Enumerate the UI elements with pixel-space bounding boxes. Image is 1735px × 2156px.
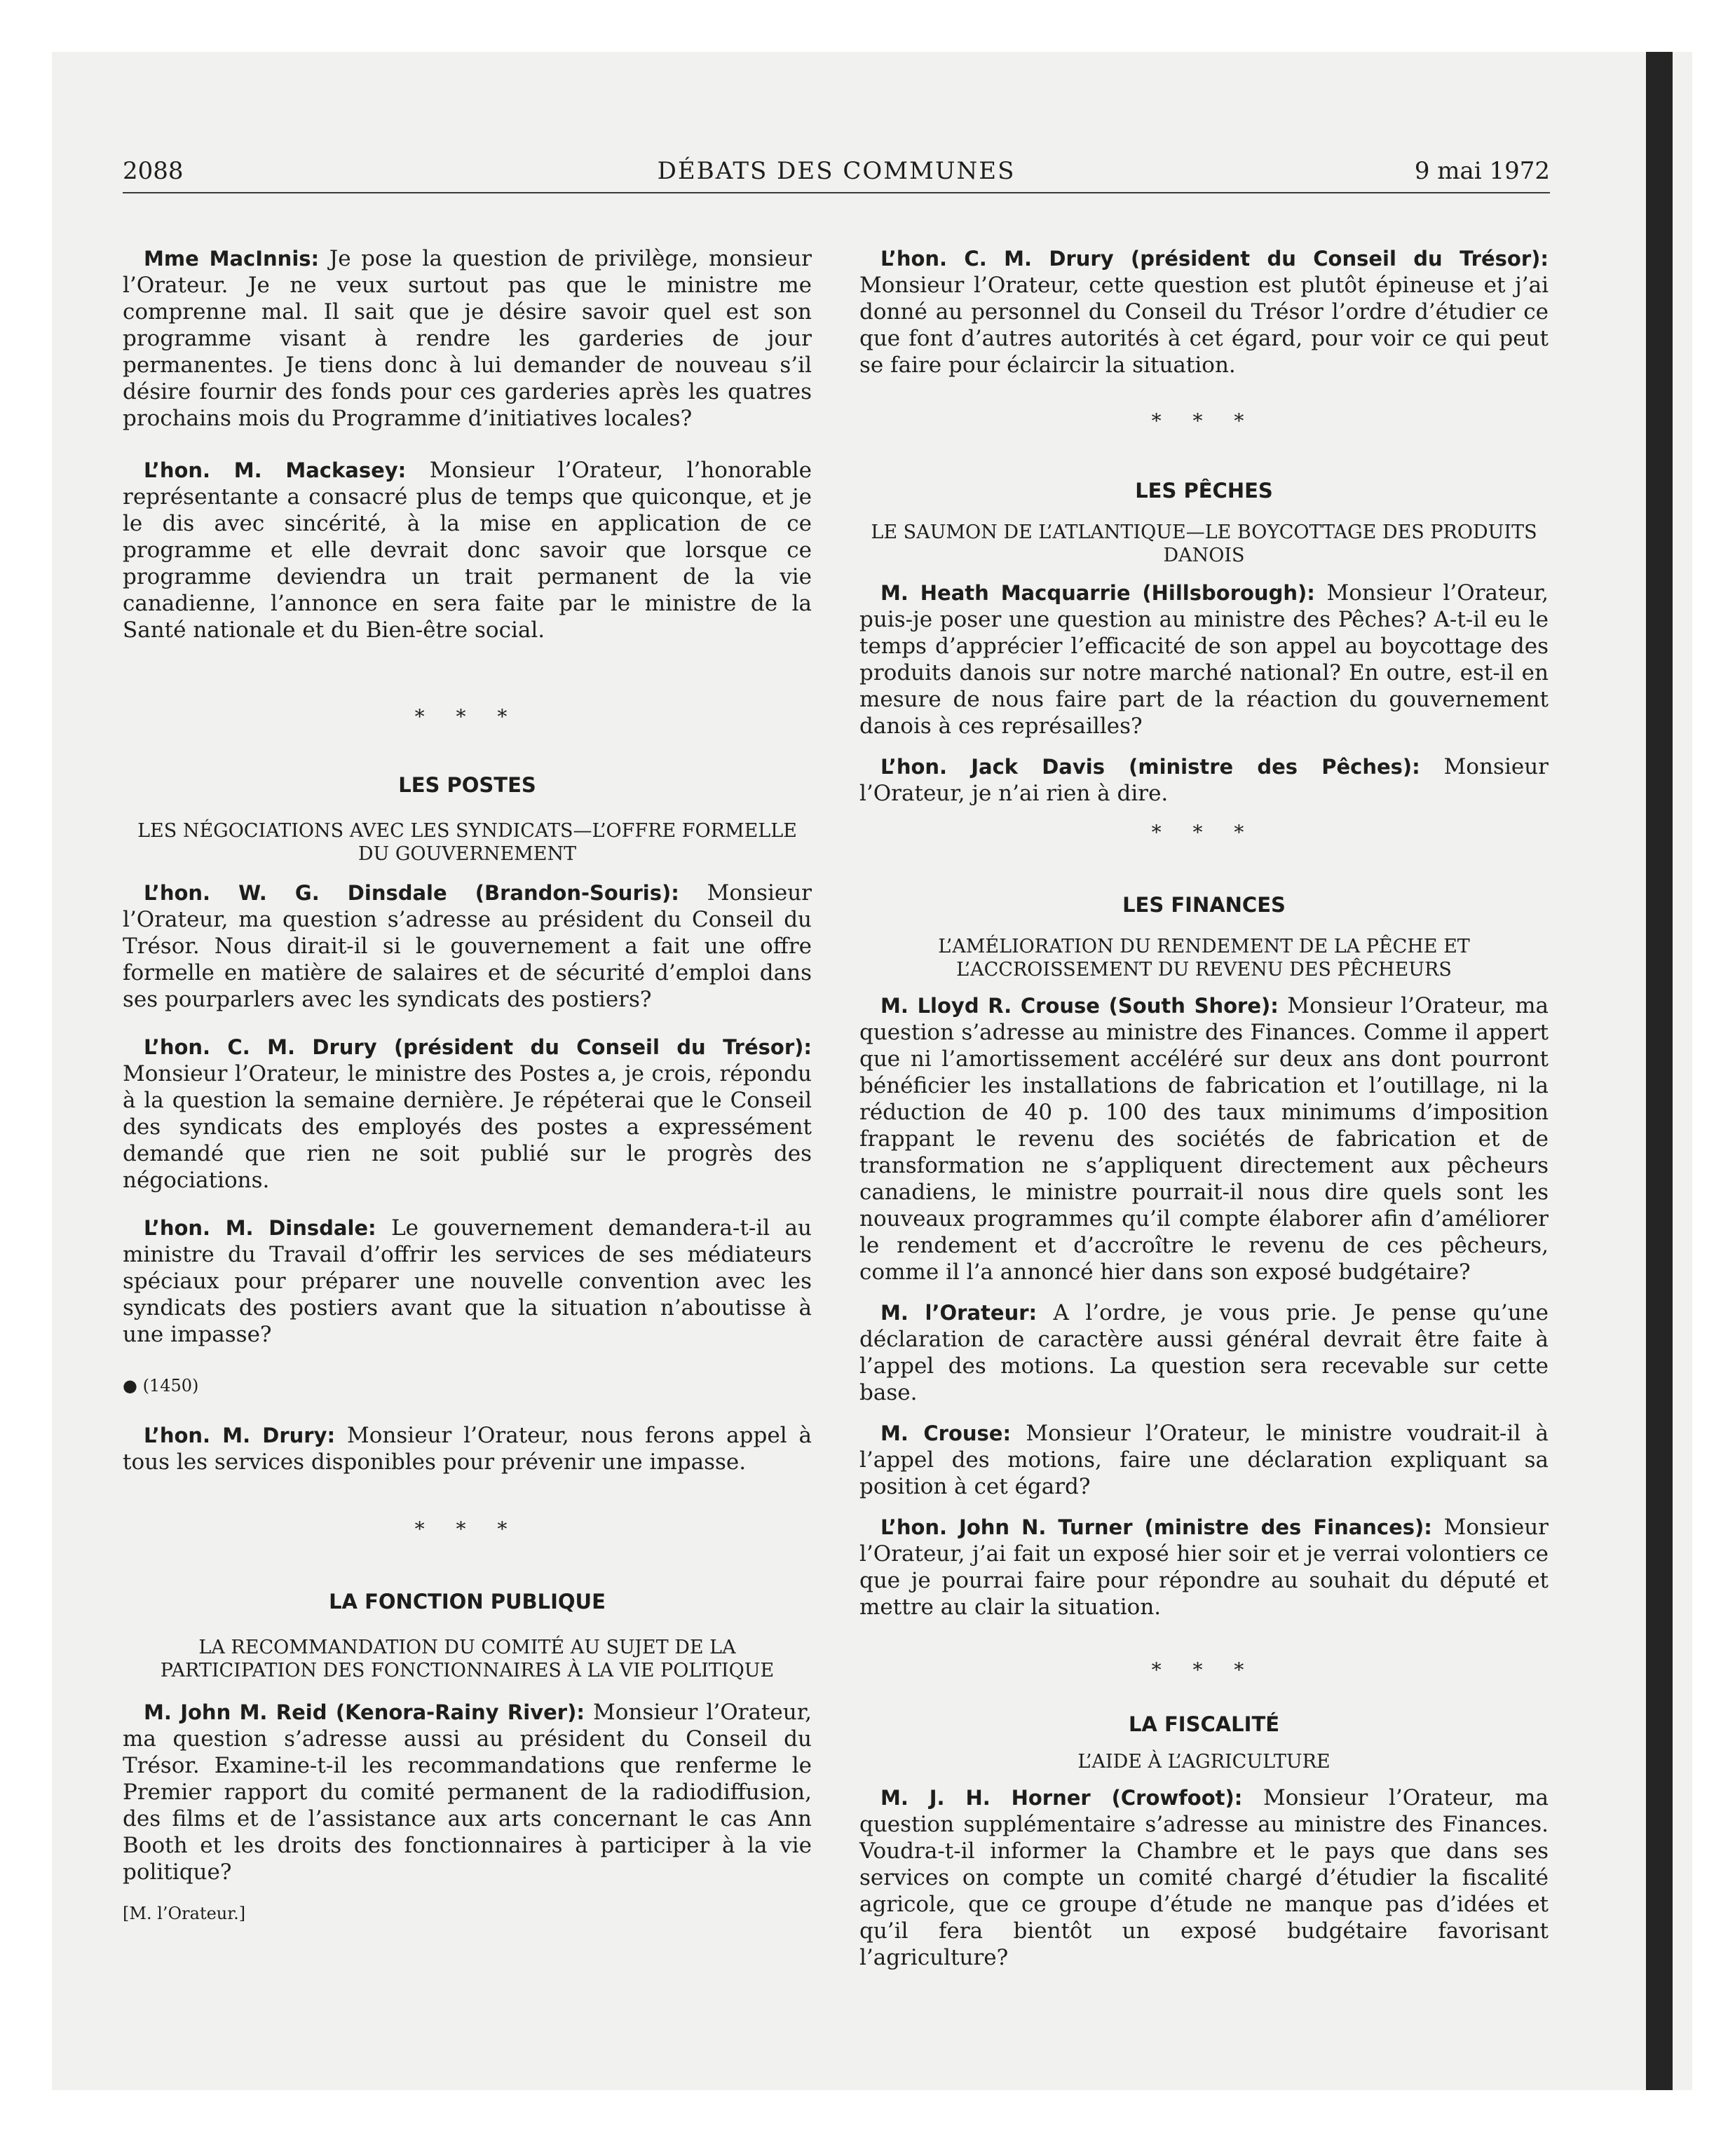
speaker-name: M. Crouse: xyxy=(880,1421,1012,1445)
speech-paragraph xyxy=(123,1215,812,1348)
speech-text: Monsieur l’Orateur, cette question est plutôt épineuse et j’ai donné au personnel du Conseil du Trésor l’ordre d’étudier ce que font d’autres autorités à cet égard, pour voir ce qui peut se faire pour éclaircir la situation. xyxy=(859,273,1549,378)
section-separator: * * * xyxy=(1151,821,1257,844)
subsection-heading: LE SAUMON DE L’ATLANTIQUE—LE BOYCOTTAGE DES PRODUITS DANOIS xyxy=(871,521,1537,566)
speaker-name: L’hon. Jack Davis (ministre des Pêches): xyxy=(880,755,1420,779)
speech-text: Le gouvernement demandera-t-il au ministre du Travail d’offrir les services de ses médiateurs spéciaux pour préparer une nouvelle convention avec les syndicats des postiers avant que la situation n’aboutisse à une impasse? xyxy=(123,1215,812,1347)
speech-paragraph xyxy=(123,1699,812,1885)
page-header xyxy=(123,157,1550,193)
speech-paragraph xyxy=(859,1299,1549,1406)
speech-text: Monsieur l’Orateur, ma question s’adresse aussi au président du Conseil du Trésor. Examine-t-il les recommandations que renferme le Premier rapport du comité permanent de la radiodiffusion, des films et de l’assistance aux arts concernant le cas Ann Booth et les droits des fonctionnaires à participer à la vie politique? xyxy=(123,1700,812,1885)
speech-paragraph xyxy=(859,245,1549,378)
subsection-heading: LES NÉGOCIATIONS AVEC LES SYNDICATS—L’OFFRE FORMELLE DU GOUVERNEMENT xyxy=(137,820,797,865)
left-column xyxy=(123,245,812,1923)
subsection-heading: L’AMÉLIORATION DU RENDEMENT DE LA PÊCHE ET L’ACCROISSEMENT DU REVENU DES PÊCHEURS xyxy=(938,936,1470,981)
section-heading: LES FINANCES xyxy=(1122,893,1286,917)
section-heading: LES PÊCHES xyxy=(1135,479,1273,503)
speaker-name: M. Heath Macquarrie (Hillsborough): xyxy=(880,581,1315,605)
speech-paragraph xyxy=(859,580,1549,739)
speech-text: Je pose la question de privilège, monsieur l’Orateur. Je ne veux surtout pas que le ministre me comprenne mal. Il sait que je désire savoir quel est son programme visant à rendre les garderies de jour permanentes. Je tiens donc à lui demander de nouveau s’il désire fournir des fonds pour ces garderies après les quatres prochains mois du Programme d’initiatives locales? xyxy=(123,246,812,431)
journal-title: DÉBATS DES COMMUNES xyxy=(657,157,1016,185)
speaker-name: M. l’Orateur: xyxy=(880,1301,1037,1325)
speaker-name: L’hon. John N. Turner (ministre des Finances): xyxy=(880,1515,1432,1539)
speech-text: Monsieur l’Orateur, ma question supplémentaire s’adresse au ministre des Finances. Voudra-t-il informer la Chambre et le pays que dans ses services on compte un comité chargé d’étudier la fiscalité agricole, que ce groupe d’étude ne manque pas d’idées et qu’il fera bientôt un exposé budgétaire favorisant l’agriculture? xyxy=(859,1785,1549,1970)
speech-text: Monsieur l’Orateur, ma question s’adresse au ministre des Finances. Comme il appert que ni l’amortissement accéléré sur deux ans dont pourront bénéficier les installations de fabrication et l’outillage, ni la réduction de 40 p. 100 des taux minimums d’imposition frappant le revenu des sociétés de fabrication et de transformation ne s’appliquent directement aux pêcheurs canadiens, le ministre pourrait-il nous dire quels sont les nouveaux programmes qu’il compte élaborer afin d’améliorer le rendement et d’accroître le revenu de ces pêcheurs, comme il l’a annoncé hier dans son exposé budgétaire? xyxy=(859,993,1549,1285)
speech-paragraph xyxy=(859,1514,1549,1621)
section-heading: LA FISCALITÉ xyxy=(1128,1712,1280,1736)
speech-text: Monsieur l’Orateur, ma question s’adresse au président du Conseil du Trésor. Nous dirait-il si le gouvernement a fait une offre formelle en matière de salaires et de sécurité d’emploi dans ses pourparlers avec les syndicats des postiers? xyxy=(123,880,812,1012)
section-heading: LES POSTES xyxy=(398,773,536,797)
section-separator: * * * xyxy=(414,1517,520,1541)
speech-text: Monsieur l’Orateur, nous ferons appel à tous les services disponibles pour prévenir une impasse. xyxy=(123,1423,812,1475)
time-marker: ● (1450) xyxy=(123,1376,199,1396)
speech-paragraph xyxy=(123,457,812,643)
speech-paragraph xyxy=(859,753,1549,807)
speech-text: Monsieur l’Orateur, je n’ai rien à dire. xyxy=(859,754,1549,806)
speech-paragraph xyxy=(859,992,1549,1285)
speech-paragraph xyxy=(123,1422,812,1475)
speech-text: A l’ordre, je vous prie. Je pense qu’une déclaration de caractère aussi général devrait être faite à l’appel des motions. La question sera recevable sur cette base. xyxy=(859,1300,1549,1405)
section-heading: LA FONCTION PUBLIQUE xyxy=(329,1590,606,1613)
speech-paragraph xyxy=(123,1034,812,1194)
subsection-heading: LA RECOMMANDATION DU COMITÉ AU SUJET DE LA PARTICIPATION DES FONCTIONNAIRES À LA VIE POLITIQUE xyxy=(160,1637,775,1681)
footer-note: [M. l’Orateur.] xyxy=(123,1904,246,1923)
speaker-name: L’hon. W. G. Dinsdale (Brandon-Souris): xyxy=(144,881,679,905)
speaker-name: L’hon. M. Mackasey: xyxy=(144,458,407,482)
speaker-name: L’hon. M. Drury: xyxy=(144,1424,336,1447)
page-binding-edge xyxy=(1646,52,1673,2090)
page-number: 2088 xyxy=(123,157,184,185)
speech-paragraph xyxy=(859,1420,1549,1500)
speech-paragraph xyxy=(123,245,812,432)
speaker-name: M. John M. Reid (Kenora-Rainy River): xyxy=(144,1700,585,1724)
speech-text: Monsieur l’Orateur, l’honorable représentante a consacré plus de temps que quiconque, et je le dis avec sincérité, à la mise en application de ce programme et elle devrait donc savoir que lorsque ce programme deviendra un trait permanent de la vie canadienne, l’annonce en sera faite par le ministre de la Santé nationale et du Bien-être social. xyxy=(123,458,812,643)
speaker-name: L’hon. M. Dinsdale: xyxy=(144,1216,376,1240)
speaker-name: M. Lloyd R. Crouse (South Shore): xyxy=(880,994,1279,1018)
speaker-name: L’hon. C. M. Drury (président du Conseil du Trésor): xyxy=(144,1035,812,1059)
speech-paragraph xyxy=(859,1785,1549,1971)
speech-text: Monsieur l’Orateur, puis-je poser une question au ministre des Pêches? A-t-il eu le temps d’apprécier l’efficacité de son appel au boycottage des produits danois sur notre marché national? En outre, est-il en mesure de nous faire part de la réaction du gouvernement danois à ces représailles? xyxy=(859,580,1549,739)
section-separator: * * * xyxy=(1151,409,1257,432)
speaker-name: Mme MacInnis: xyxy=(144,247,320,271)
speaker-name: L’hon. C. M. Drury (président du Conseil du Trésor): xyxy=(880,247,1549,271)
speaker-name: M. J. H. Horner (Crowfoot): xyxy=(880,1786,1243,1810)
subsection-heading: L’AIDE À L’AGRICULTURE xyxy=(1077,1751,1331,1773)
speech-text: Monsieur l’Orateur, j’ai fait un exposé hier soir et je verrai volontiers ce que je pourrai faire pour répondre au souhait du député et mettre au clair la situation. xyxy=(859,1515,1549,1620)
section-separator: * * * xyxy=(1151,1658,1257,1681)
speech-text: Monsieur l’Orateur, le ministre des Postes a, je crois, répondu à la question la semaine dernière. Je répéterai que le Conseil des syndicats des employés des postes a expressément demandé que rien ne soit publié sur le progrès des négociations. xyxy=(123,1061,812,1193)
speech-text: Monsieur l’Orateur, le ministre voudrait-il à l’appel des motions, faire une déclaration expliquant sa position à cet égard? xyxy=(859,1421,1549,1499)
right-column xyxy=(859,245,1549,1971)
issue-date: 9 mai 1972 xyxy=(1414,157,1550,185)
speech-paragraph xyxy=(123,880,812,1013)
section-separator: * * * xyxy=(414,705,520,728)
